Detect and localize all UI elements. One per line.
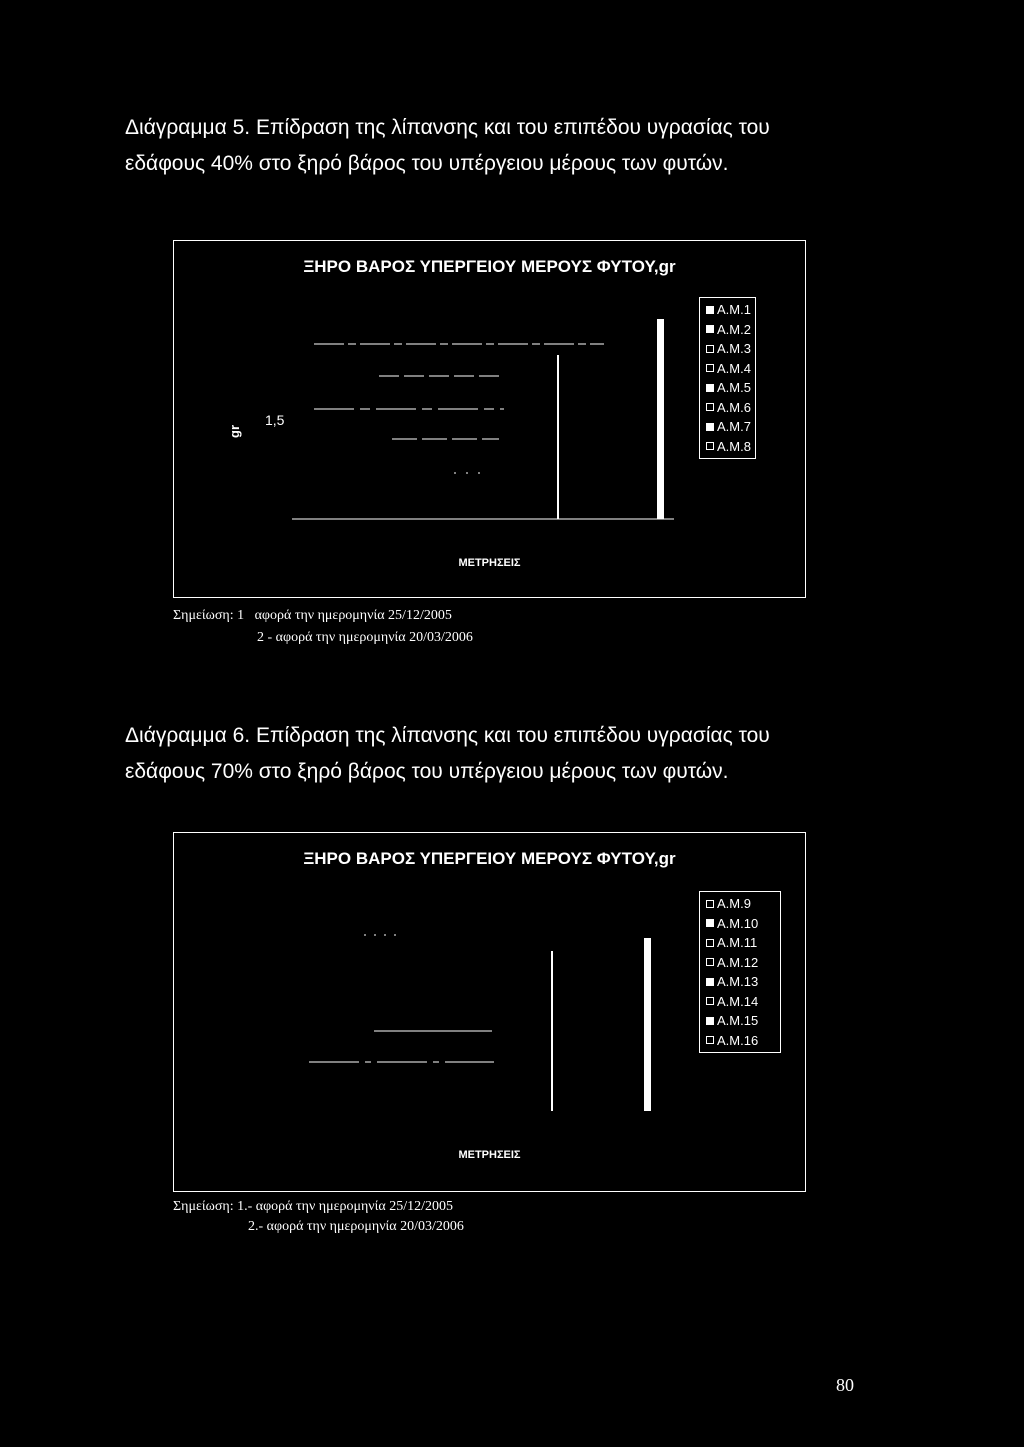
diagram6-chart-title: ΞΗΡΟ ΒΑΡΟΣ ΥΠΕΡΓΕΙΟΥ ΜΕΡΟΥΣ ΦΥΤΟΥ,gr (303, 849, 676, 868)
diagram5-note-line1: Σημείωση: 1 αφορά την ημερομηνία 25/12/2005 (173, 608, 452, 623)
diagram6-legend-item (706, 894, 776, 914)
diagram6-caption-line2: εδάφους 70% στο ξηρό βάρος του υπέργειου μέρους των φυτών. (125, 760, 729, 783)
diagram5-legend-swatch (706, 325, 714, 333)
diagram6-legend-label: Α.Μ.13 (717, 974, 759, 989)
diagram5-legend-item (706, 300, 751, 320)
diagram6-bar (551, 951, 553, 1111)
diagram6-legend-item (706, 1031, 776, 1051)
diagram6-x-axis-label: ΜΕΤΡΗΣΕΙΣ (458, 1149, 521, 1161)
diagram6-legend-item (706, 992, 776, 1012)
diagram5-legend-item (706, 437, 751, 457)
diagram6-legend-label: Α.Μ.12 (717, 954, 759, 970)
diagram5-legend-label: Α.Μ.1 (717, 302, 751, 317)
diagram6-legend (699, 891, 781, 1053)
diagram5-legend-swatch (706, 403, 714, 411)
diagram6-legend-swatch (706, 1017, 714, 1025)
diagram5-legend-item (706, 417, 751, 437)
diagram5-legend-label: Α.Μ.3 (717, 341, 751, 356)
diagram5-bar (557, 355, 559, 519)
diagram5-legend-swatch (706, 384, 714, 392)
diagram6-note-line1: Σημείωση: 1.- αφορά την ημερομηνία 25/12/2005 (173, 1199, 453, 1214)
diagram5-legend-swatch (706, 345, 714, 353)
diagram5-y-axis-label: gr (227, 425, 242, 438)
diagram6-legend-swatch (706, 919, 714, 927)
diagram5-x-axis-label: ΜΕΤΡΗΣΕΙΣ (458, 557, 521, 569)
diagram5-legend-label: Α.Μ.2 (717, 321, 751, 337)
diagram5-legend-item (706, 378, 751, 398)
diagram5-legend-swatch (706, 364, 714, 372)
diagram5-legend-item (706, 320, 751, 340)
diagram6-legend-swatch (706, 997, 714, 1005)
diagram6-legend-label: Α.Μ.11 (717, 935, 758, 950)
diagram6-legend-swatch (706, 958, 714, 966)
diagram6-bar (644, 938, 651, 1111)
diagram5-legend-item (706, 339, 751, 359)
diagram6-legend-item (706, 1011, 776, 1031)
diagram5-legend-label: Α.Μ.4 (717, 360, 751, 376)
diagram5-caption-line1: Διάγραμμα 5. Επίδραση της λίπανσης και του επιπέδου υγρασίας του (125, 116, 770, 139)
diagram5-chart-title: ΞΗΡΟ ΒΑΡΟΣ ΥΠΕΡΓΕΙΟΥ ΜΕΡΟΥΣ ΦΥΤΟΥ,gr (303, 257, 676, 276)
diagram6-legend-label: Α.Μ.9 (717, 896, 751, 911)
diagram6-chart (173, 832, 806, 1192)
diagram5-caption-line2: εδάφους 40% στο ξηρό βάρος του υπέργειου μέρους των φυτών. (125, 152, 729, 175)
diagram6-legend-label: Α.Μ.16 (717, 1032, 759, 1048)
diagram6-legend-item (706, 972, 776, 992)
diagram5-legend-label: Α.Μ.5 (717, 380, 751, 395)
diagram5-legend-label: Α.Μ.8 (717, 438, 751, 454)
diagram5-legend-swatch (706, 423, 714, 431)
diagram6-legend-swatch (706, 939, 714, 947)
diagram5-chart (173, 240, 806, 598)
diagram6-legend-label: Α.Μ.10 (717, 915, 759, 931)
diagram5-legend-label: Α.Μ.7 (717, 419, 751, 434)
diagram6-legend-label: Α.Μ.15 (717, 1013, 759, 1028)
diagram6-note-line2: 2.- αφορά την ημερομηνία 20/03/2006 (248, 1219, 464, 1234)
diagram6-legend-swatch (706, 900, 714, 908)
diagram5-legend-swatch (706, 442, 714, 450)
diagram5-legend-item (706, 398, 751, 418)
diagram6-legend-label: Α.Μ.14 (717, 993, 759, 1009)
diagram5-note-line2: 2 - αφορά την ημερομηνία 20/03/2006 (257, 630, 473, 645)
diagram6-legend-swatch (706, 1036, 714, 1044)
diagram5-y-tick: 1,5 (265, 412, 285, 428)
diagram6-legend-item (706, 933, 776, 953)
diagram6-legend-item (706, 953, 776, 973)
diagram6-legend-item (706, 914, 776, 934)
diagram5-caption (125, 110, 825, 182)
diagram6-caption (125, 718, 825, 790)
diagram5-bar (657, 319, 664, 519)
diagram5-legend-label: Α.Μ.6 (717, 399, 751, 415)
diagram6-caption-line1: Διάγραμμα 6. Επίδραση της λίπανσης και του επιπέδου υγρασίας του (125, 724, 770, 747)
page-number: 80 (836, 1375, 854, 1395)
diagram5-legend-swatch (706, 306, 714, 314)
diagram5-legend (699, 297, 756, 459)
diagram6-legend-swatch (706, 978, 714, 986)
diagram5-legend-item (706, 359, 751, 379)
